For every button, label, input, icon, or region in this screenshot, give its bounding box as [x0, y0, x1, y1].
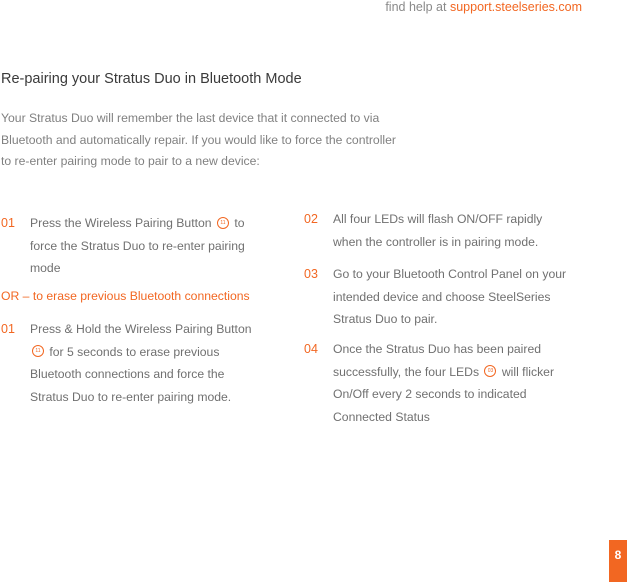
step-number: 04 — [304, 342, 318, 356]
step-number: 01 — [1, 322, 15, 336]
step-text: intended device and choose SteelSeries — [333, 289, 551, 304]
step-text: On/Off every 2 seconds to indicated — [333, 387, 527, 401]
step-text: All four LEDs will flash ON/OFF rapidly — [333, 212, 543, 226]
support-link[interactable]: support.steelseries.com — [449, 0, 582, 14]
step-text: Stratus Duo to re-enter pairing mode. — [30, 389, 232, 404]
step-01 — [1, 212, 245, 280]
step-number: 03 — [304, 267, 318, 281]
step-text: Once the Stratus Duo has been paired — [333, 342, 541, 356]
step-text: when the controller is in pairing mode. — [333, 234, 539, 249]
step-text: to — [234, 216, 245, 230]
step-text: Bluetooth connections and force the — [30, 367, 225, 381]
intro-line: to re-enter pairing mode to pair to a new device: — [1, 154, 260, 168]
step-text: Press & Hold the Wireless Pairing Button — [30, 322, 252, 336]
help-text — [385, 0, 582, 14]
step-text: Connected Status — [333, 409, 430, 424]
step-text: will flicker — [501, 364, 555, 379]
step-number: 01 — [1, 216, 15, 230]
help-prefix: find help at — [385, 0, 447, 14]
step-text: Go to your Bluetooth Control Panel on your — [333, 267, 567, 281]
pairing-button-callout-icon: 11 — [32, 345, 44, 357]
step-text: mode — [30, 261, 61, 275]
pairing-button-callout-icon: 11 — [217, 217, 229, 229]
step-02 — [304, 208, 542, 253]
step-04 — [304, 338, 554, 428]
step-text: Press the Wireless Pairing Button — [30, 216, 212, 230]
step-01-alt — [1, 318, 252, 408]
led-callout-icon: 03 — [484, 365, 496, 377]
step-text: Stratus Duo to pair. — [333, 312, 438, 326]
intro-line: Your Stratus Duo will remember the last device that it connected to via — [1, 111, 380, 125]
step-text: successfully, the four LEDs — [333, 364, 480, 379]
step-text: for 5 seconds to erase previous — [49, 344, 220, 359]
or-divider-text: OR – to erase previous Bluetooth connections — [1, 289, 250, 303]
step-number: 02 — [304, 212, 318, 226]
step-03 — [304, 263, 566, 331]
section-title: Re-pairing your Stratus Duo in Bluetooth Mode — [1, 71, 302, 87]
intro-paragraph — [1, 108, 441, 173]
page-number: 8 — [609, 540, 627, 582]
intro-line: Bluetooth and automatically repair. If you would like to force the controller — [1, 132, 396, 147]
step-text: force the Stratus Duo to re-enter pairing — [30, 238, 245, 253]
